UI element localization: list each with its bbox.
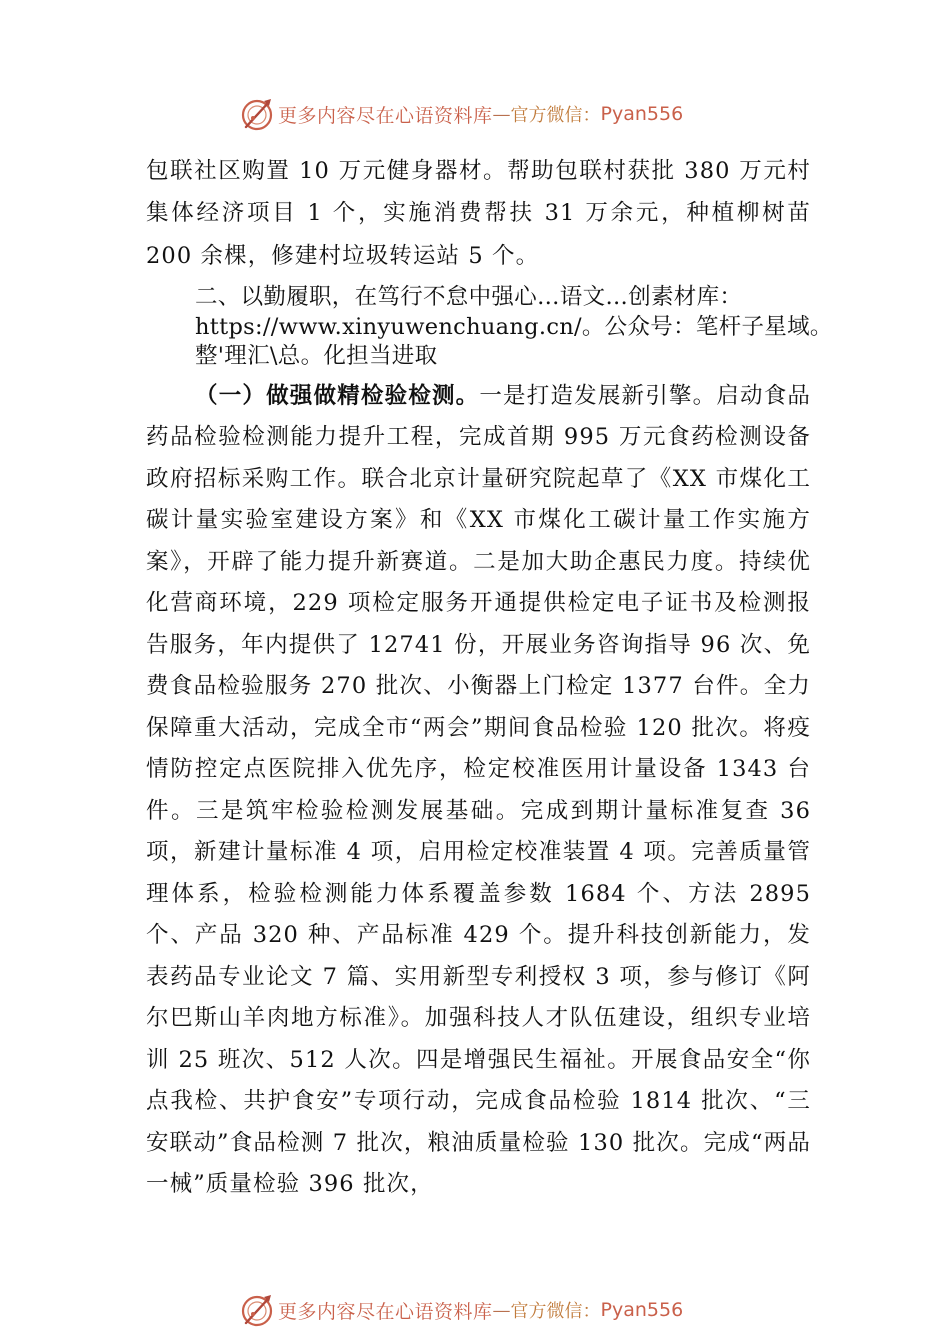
watermark-title: 更多内容尽在心语资料库: [278, 104, 493, 127]
watermark-wechat-label: 官方微信：: [510, 105, 601, 126]
section-heading: [146, 283, 895, 372]
brush-logo-icon: [240, 1293, 274, 1327]
watermark-footer: [240, 1292, 760, 1328]
watermark-header: [240, 96, 760, 132]
watermark-handle: Pyan556: [600, 103, 684, 125]
paragraph-2-lead: （一）做强做精检验检测。: [195, 382, 480, 409]
paragraph-2-body: 一是打造发展新引擎。启动食品药品检验检测能力提升工程，完成首期 995 万元食药检测设备政府招标采购工作。联合北京计量研究院起草了《XX 市煤化工碳计量实验室建设方案》和《XX 市煤化工碳计量工作实施方案》，开辟了能力提升新赛道。二是加大助企惠民力度。持续优化营商环境，229 项检定服务开通提供检定电子证书及检测报告服务，年内提供了 12741 份，开展业务咨询指导 96 次、免费食品检验服务 270 批次、小衡器上门检定 1377 台件。全力保障重大活动，完成全市“两会”期间食品检验 120 批次。将疫情防控定点医院排入优先序，检定校准医用计量设备 1343 台件。三是筑牢检验检测发展基础。完成到期计量标准复查 36 项，新建计量标准 4 项，启用检定校准装置 4 项。完善质量管理体系，检验检测能力体系覆盖参数 1684 个、方法 2895 个、产品 320 种、产品标准 429 个。提升科技创新能力，发表药品专业论文 7 篇、实用新型专利授权 3 项，参与修订《阿尔巴斯山羊肉地方标准》。加强科技人才队伍建设，组织专业培训 25 班次、512 人次。四是增强民生福祉。开展食品安全“你点我检、共护食安”专项行动，完成食品检验 1814 批次、“三安联动”食品检测 7 批次，粮油质量检验 130 批次。完成“两品一械”质量检验 396 批次，: [146, 382, 812, 1198]
watermark-dash: —: [492, 1299, 511, 1321]
section-heading-line-2: https://www.xinyuwenchuang.cn/。公众号：笔杆子星域。: [195, 313, 833, 340]
paragraph-1: 包联社区购置 10 万元健身器材。帮助包联村获批 380 万元村集体经济项目 1 个，实施消费帮扶 31 万余元，种植柳树苗 200 余棵，修建村垃圾转运站 5 个。: [146, 158, 811, 269]
brush-logo-icon: [240, 97, 274, 131]
watermark-wechat-label: 官方微信：: [510, 1301, 601, 1322]
section-heading-line-3: 整'理汇\总。化担当进取: [195, 343, 438, 370]
watermark-dash: —: [492, 103, 511, 125]
document-body: [146, 150, 833, 1206]
watermark-handle: Pyan556: [600, 1299, 684, 1321]
section-heading-line-1: 二、以勤履职，在笃行不怠中强心…语文…创素材库：: [195, 284, 743, 311]
paragraph-2: [146, 376, 811, 1206]
watermark-title: 更多内容尽在心语资料库: [278, 1300, 493, 1323]
